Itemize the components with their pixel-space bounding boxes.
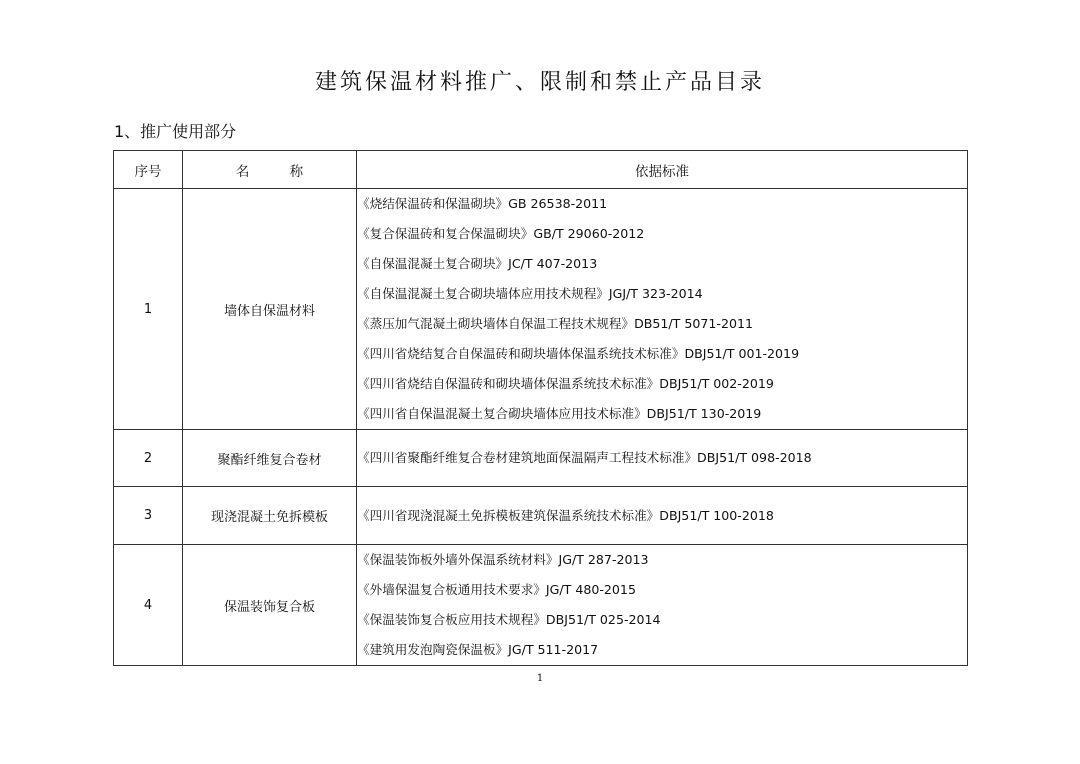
- standard-item: 《蒸压加气混凝土砌块墙体自保温工程技术规程》DB51/T 5071-2011: [357, 316, 754, 331]
- standard-item: 《四川省烧结自保温砖和砌块墙体保温系统技术标准》DBJ51/T 002-2019: [357, 376, 774, 391]
- table-row: [114, 487, 968, 545]
- row-product-name: 墙体自保温材料: [183, 189, 357, 430]
- standard-item: 《自保温混凝土复合砌块墙体应用技术规程》JGJ/T 323-2014: [357, 286, 703, 301]
- standard-item: 《复合保温砖和复合保温砌块》GB/T 29060-2012: [357, 226, 645, 241]
- standard-item: 《四川省烧结复合自保温砖和砌块墙体保温系统技术标准》DBJ51/T 001-2019: [357, 346, 800, 361]
- section-heading: 1、推广使用部分: [114, 122, 237, 141]
- product-catalog-table: [113, 150, 968, 666]
- table-header-row: [114, 151, 968, 189]
- standard-item: 《建筑用发泡陶瓷保温板》JG/T 511-2017: [357, 642, 599, 657]
- standard-item: 《四川省自保温混凝土复合砌块墙体应用技术标准》DBJ51/T 130-2019: [357, 406, 762, 421]
- header-number: 序号: [114, 151, 183, 189]
- row-product-name: 聚酯纤维复合卷材: [183, 430, 357, 487]
- row-standards: [357, 189, 968, 430]
- page-number: 1: [536, 673, 544, 684]
- header-name-label: 名 称: [235, 163, 322, 180]
- header-name: [183, 151, 357, 189]
- table-row: [114, 189, 968, 430]
- row-standards: [357, 430, 968, 487]
- standard-item: 《烧结保温砖和保温砌块》GB 26538-2011: [357, 196, 608, 211]
- standard-item: 《四川省聚酯纤维复合卷材建筑地面保温隔声工程技术标准》DBJ51/T 098-2018: [357, 450, 812, 465]
- standard-item: 《自保温混凝土复合砌块》JC/T 407-2013: [357, 256, 598, 271]
- standard-item: 《外墙保温复合板通用技术要求》JG/T 480-2015: [357, 582, 636, 597]
- row-number: 2: [114, 430, 183, 487]
- row-standards: [357, 545, 968, 666]
- standard-item: 《保温装饰板外墙外保温系统材料》JG/T 287-2013: [357, 552, 649, 567]
- row-product-name: 现浇混凝土免拆模板: [183, 487, 357, 545]
- row-number: 1: [114, 189, 183, 430]
- standard-item: 《保温装饰复合板应用技术规程》DBJ51/T 025-2014: [357, 612, 661, 627]
- header-standard: 依据标准: [357, 151, 968, 189]
- standard-item: 《四川省现浇混凝土免拆模板建筑保温系统技术标准》DBJ51/T 100-2018: [357, 507, 774, 523]
- table-row: [114, 430, 968, 487]
- row-number: 3: [114, 487, 183, 545]
- row-product-name: 保温装饰复合板: [183, 545, 357, 666]
- document-title: 建筑保温材料推广、限制和禁止产品目录: [314, 70, 765, 95]
- row-standards: [357, 487, 968, 545]
- row-number: 4: [114, 545, 183, 666]
- table-row: [114, 545, 968, 666]
